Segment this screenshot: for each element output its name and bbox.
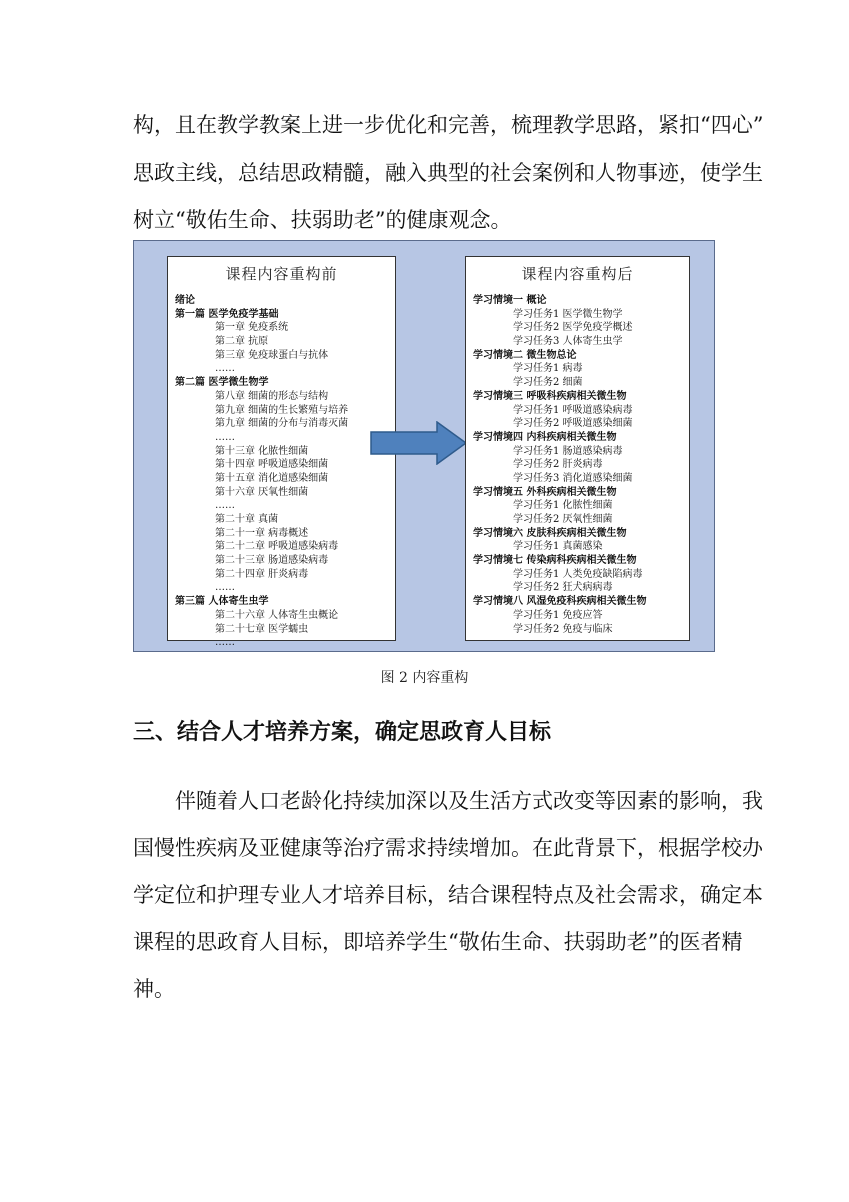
outline-item: 学习任务3 消化道感染细菌 xyxy=(513,472,633,484)
outline-item: 第十六章 厌氧性细菌 xyxy=(215,486,309,498)
outline-item: 第二十二章 呼吸道感染病毒 xyxy=(215,541,339,553)
outline-item: 第九章 细菌的分布与消毒灭菌 xyxy=(215,418,349,430)
figure-caption: 图 2 内容重构 xyxy=(380,670,469,686)
outline-item: …… xyxy=(215,582,235,594)
outline-section: 学习情境七 传染病科疾病相关微生物 xyxy=(473,555,637,567)
outline-item: 第一章 免疫系统 xyxy=(215,322,289,334)
outline-item: 学习任务1 化脓性细菌 xyxy=(513,500,613,512)
outline-item: 第八章 细菌的形态与结构 xyxy=(215,390,329,402)
after-panel-title: 课程内容重构后 xyxy=(521,265,634,283)
outline-item: 学习任务1 真菌感染 xyxy=(513,541,603,553)
outline-section: 学习情境四 内科疾病相关微生物 xyxy=(473,431,617,443)
outline-item: 学习任务2 呼吸道感染细菌 xyxy=(513,418,633,430)
outline-item: 学习任务3 人体寄生虫学 xyxy=(513,336,623,348)
before-panel xyxy=(167,256,396,649)
right-arrow-icon xyxy=(369,421,469,465)
outline-section: 学习情境一 概论 xyxy=(473,295,547,306)
body-line: 学定位和护理专业人才培养目标，结合课程特点及社会需求，确定本 xyxy=(133,883,763,907)
outline-item: 第二章 抗原 xyxy=(215,336,269,348)
outline-item: 学习任务1 人类免疫缺陷病毒 xyxy=(513,568,643,580)
outline-item: 学习任务1 医学微生物学 xyxy=(513,308,623,320)
outline-item: …… xyxy=(215,431,235,443)
body-line: 国慢性疾病及亚健康等治疗需求持续增加。在此背景下，根据学校办 xyxy=(133,836,763,860)
body-line: 神。 xyxy=(133,977,175,1001)
outline-item: 第十三章 化脓性细菌 xyxy=(215,445,309,457)
outline-item: 学习任务2 医学免疫学概述 xyxy=(513,322,633,334)
outline-item: …… xyxy=(215,363,235,375)
intro-line: 构，且在教学教案上进一步优化和完善，梳理教学思路，紧扣“四心” xyxy=(133,113,764,137)
outline-section: 学习情境二 微生物总论 xyxy=(473,349,577,361)
outline-item: …… xyxy=(215,637,235,649)
outline-section: 绪论 xyxy=(175,295,195,306)
outline-item: 学习任务1 肠道感染病毒 xyxy=(513,445,623,457)
outline-item: 第二十七章 医学蠕虫 xyxy=(215,623,309,635)
body-line: 课程的思政育人目标，即培养学生“敬佑生命、扶弱助老”的医者精 xyxy=(133,930,743,954)
outline-item: 第二十六章 人体寄生虫概论 xyxy=(215,609,339,621)
outline-section: 学习情境三 呼吸科疾病相关微生物 xyxy=(473,390,627,402)
outline-section: 学习情境五 外科疾病相关微生物 xyxy=(473,486,617,498)
outline-item: 学习任务2 厌氧性细菌 xyxy=(513,514,613,525)
content-restructure-figure xyxy=(133,240,715,652)
outline-item: 第二十章 真菌 xyxy=(215,514,279,525)
intro-line: 思政主线，总结思政精髓，融入典型的社会案例和人物事迹，使学生 xyxy=(133,161,763,185)
outline-section: 学习情境八 风湿免疫科疾病相关微生物 xyxy=(473,596,647,608)
outline-item: 学习任务1 病毒 xyxy=(513,363,583,375)
outline-item: 第二十三章 肠道感染病毒 xyxy=(215,555,329,567)
after-outline xyxy=(473,294,685,636)
outline-item: 学习任务2 肝炎病毒 xyxy=(513,459,603,471)
after-panel xyxy=(465,256,690,641)
intro-line: 树立“敬佑生命、扶弱助老”的健康观念。 xyxy=(133,208,512,232)
section-heading: 三、结合人才培养方案，确定思政育人目标 xyxy=(133,720,552,745)
outline-item: 学习任务1 呼吸道感染病毒 xyxy=(513,404,633,416)
outline-section: 第一篇 医学免疫学基础 xyxy=(175,308,279,320)
outline-item: 学习任务2 免疫与临床 xyxy=(513,623,613,635)
outline-item: …… xyxy=(215,500,235,512)
body-line: 伴随着人口老龄化持续加深以及生活方式改变等因素的影响，我 xyxy=(175,789,763,813)
outline-item: 学习任务2 细菌 xyxy=(513,377,583,389)
before-outline xyxy=(175,294,391,650)
outline-item: 第二十四章 肝炎病毒 xyxy=(215,568,309,580)
outline-item: 第三章 免疫球蛋白与抗体 xyxy=(215,349,329,361)
outline-item: 第二十一章 病毒概述 xyxy=(215,527,309,539)
outline-item: 第十五章 消化道感染细菌 xyxy=(215,472,329,484)
outline-item: 第十四章 呼吸道感染细菌 xyxy=(215,459,329,471)
outline-item: 第九章 细菌的生长繁殖与培养 xyxy=(215,404,349,416)
before-panel-title: 课程内容重构前 xyxy=(225,265,338,283)
outline-item: 学习任务2 狂犬病病毒 xyxy=(513,582,613,594)
outline-section: 第三篇 人体寄生虫学 xyxy=(175,596,269,608)
outline-section: 第二篇 医学微生物学 xyxy=(175,377,269,389)
outline-section: 学习情境六 皮肤科疾病相关微生物 xyxy=(473,527,627,539)
outline-item: 学习任务1 免疫应答 xyxy=(513,609,603,621)
